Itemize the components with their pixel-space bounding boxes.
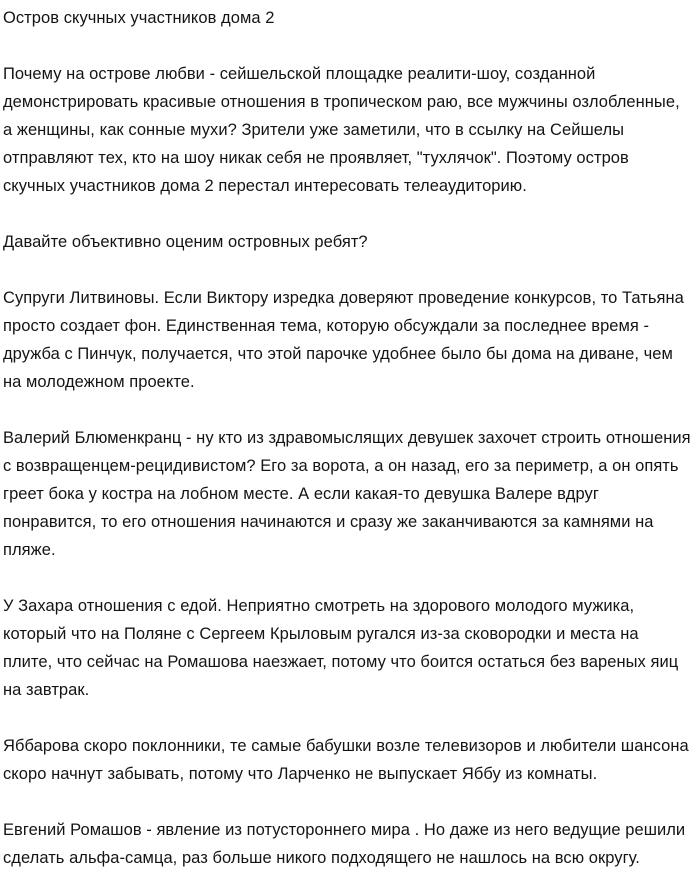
article-body [3, 60, 691, 872]
paragraph-blumenkranc: Валерий Блюменкранц - ну кто из здравомыслящих девушек захочет строить отношения с возвращенцем-рецидивистом? Его за ворота, а он назад, его за периметр, а он опять греет бока у костра на лобном месте. А если какая-то девушка Валере вдруг понравится, то его отношения начинаются и сразу же заканчиваются за камнями на пляже. [3, 429, 691, 559]
paragraph-litvinovy: Супруги Литвиновы. Если Виктору изредка доверяют проведение конкурсов, то Татьяна просто создает фон. Единственная тема, которую обсуждали за последнее время - дружба с Пинчук, получается, что этой парочке удобнее было бы дома на диване, чем на молодежном проекте. [3, 289, 684, 391]
paragraph-yabbarov: Яббарова скоро поклонники, те самые бабушки возле телевизоров и любители шансона скоро начнут забывать, потому что Ларченко не выпускает Яббу из комнаты. [3, 737, 689, 783]
paragraph-question: Давайте объективно оценим островных ребят? [3, 233, 368, 251]
paragraph-zahar: У Захара отношения с едой. Неприятно смотреть на здорового молодого мужика, который что на Поляне с Сергеем Крыловым ругался из-за сковородки и места на плите, что сейчас на Ромашова наезжает, потому что боится остаться без вареных яиц на завтрак. [3, 597, 679, 699]
paragraph-romashov: Евгений Ромашов - явление из потустороннего мира . Но даже из него ведущие решили сделать альфа-самца, раз больше никого подходящего не нашлось на всю округу. [3, 821, 686, 867]
page-title: Остров скучных участников дома 2 [3, 9, 275, 27]
paragraph-intro: Почему на острове любви - сейшельской площадке реалити-шоу, созданной демонстрировать красивые отношения в тропическом раю, все мужчины озлобленные, а женщины, как сонные мухи? Зрители уже заметили, что в ссылку на Сейшелы отправляют тех, кто на шоу никак себя не проявляет, "тухлячок". Поэтому остров скучных участников дома 2 перестал интересовать телеаудиторию. [3, 65, 680, 195]
